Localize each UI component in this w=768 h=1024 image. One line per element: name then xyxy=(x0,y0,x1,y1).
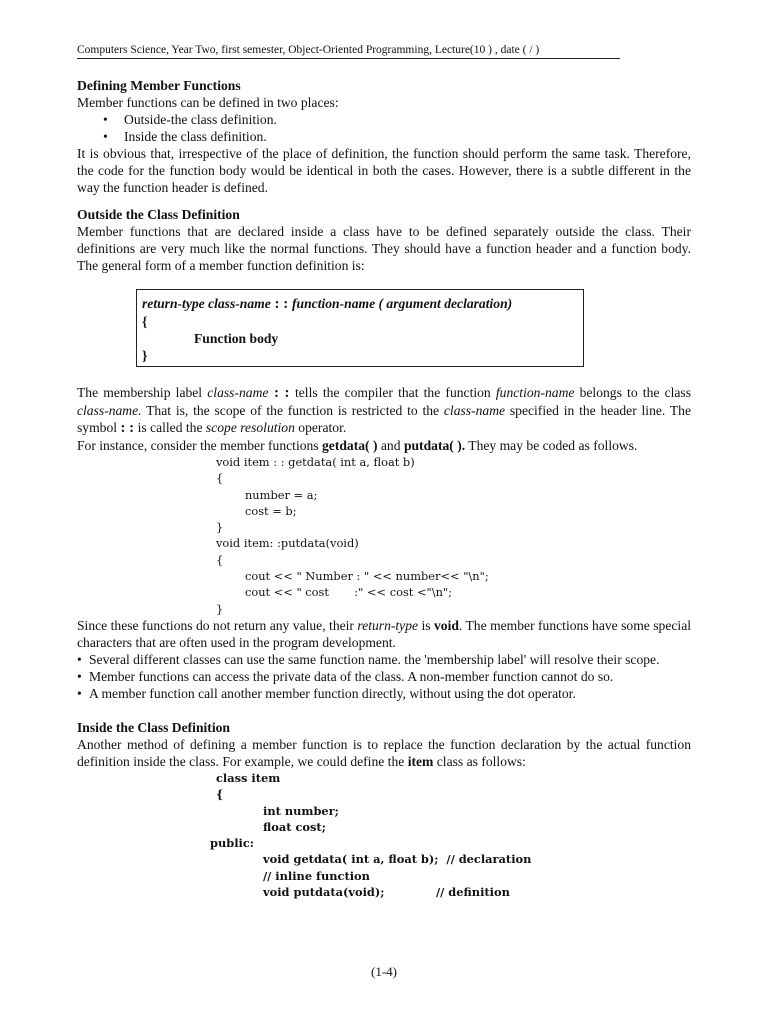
for-instance-paragraph: For instance, consider the member functions getdata( ) and putdata( ). They may be coded as follows. xyxy=(77,438,638,453)
code-line: int number; xyxy=(263,803,339,818)
return-type-paragraph: Since these functions do not return any value, their return-type is void. The member functions have some special characters that are often used in the program development. xyxy=(77,617,692,650)
code-line: { xyxy=(216,552,224,567)
code-line: float cost; xyxy=(263,819,326,834)
section-title-outside-class: Outside the Class Definition xyxy=(77,207,240,222)
code-line: number = a; xyxy=(216,487,318,502)
code-line: } xyxy=(216,601,224,616)
list-item: • Inside the class definition. xyxy=(77,128,691,145)
list-item: • A member function call another member function directly, without using the dot operator. xyxy=(77,685,691,702)
scope-symbol: : : xyxy=(270,296,293,312)
intro-text: Member functions can be defined in two places: xyxy=(77,95,339,110)
box-close-brace: } xyxy=(142,348,148,363)
list-item: • Outside-the class definition. xyxy=(77,111,691,128)
characteristics-list xyxy=(77,651,691,702)
box-function-body: Function body xyxy=(194,331,279,346)
return-type-class-name: return-type class-name xyxy=(142,296,271,311)
code-line: void item : : getdata( int a, float b) xyxy=(216,455,415,469)
list-item: • Several different classes can use the same function name. the 'membership label' will resolve their scope. xyxy=(77,651,691,668)
code-line: void item: :putdata(void) xyxy=(216,536,359,551)
paragraph: Member functions that are declared inside a class have to be defined separately outside the class. Their definitions are very much like the normal functions. They should have a function header and a function body. The general form of a member function definition is: xyxy=(77,224,691,273)
paragraph: It is obvious that, irrespective of the place of definition, the function should perform the same task. Therefore, the code for the function body would be identical in both the cases. However, there is a subtle different in the way the function header is defined. xyxy=(77,146,691,195)
code-line: public: xyxy=(210,836,255,851)
box-header-line xyxy=(142,295,578,313)
page-header: Computers Science, Year Two, first semester, Object-Oriented Programming, Lecture(10 ) , date ( / ) xyxy=(77,43,620,59)
code-line: cout << " Number : " << number<< "\n"; xyxy=(216,569,489,584)
code-example-outside xyxy=(216,454,691,617)
code-line: { xyxy=(216,471,224,486)
code-line: cout << " cost :" << cost <"\n"; xyxy=(216,585,453,600)
code-line: void putdata(void); // definition xyxy=(263,885,510,900)
code-line: } xyxy=(216,520,224,535)
code-example-inside xyxy=(210,770,691,900)
document-body xyxy=(77,77,691,900)
page-number: (1-4) xyxy=(371,964,397,979)
list-item: • Member functions can access the private data of the class. A non-member function cannot do so. xyxy=(77,668,691,685)
section-title-defining-member-functions: Defining Member Functions xyxy=(77,78,241,93)
code-line: class item xyxy=(216,770,281,785)
code-line: { xyxy=(216,787,224,802)
general-form-box xyxy=(136,289,584,367)
code-line: void getdata( int a, float b); // declaration xyxy=(263,852,532,867)
box-open-brace: { xyxy=(142,314,148,329)
code-line: // inline function xyxy=(263,868,370,883)
function-name-args: function-name ( argument declaration) xyxy=(292,296,513,311)
inside-class-paragraph: Another method of defining a member function is to replace the function declaration by the actual function definition inside the class. For example, we could define the item class as follows: xyxy=(77,736,691,769)
places-list xyxy=(77,111,691,145)
membership-label-paragraph: The membership label class-name : : tells the compiler that the function function-name belongs to the class class-name. That is, the scope of the function is restricted to the class-name specified in the header line. The symbol : : is called the scope resolution operator. xyxy=(77,385,691,436)
code-line: cost = b; xyxy=(216,503,297,518)
section-title-inside-class: Inside the Class Definition xyxy=(77,719,230,735)
